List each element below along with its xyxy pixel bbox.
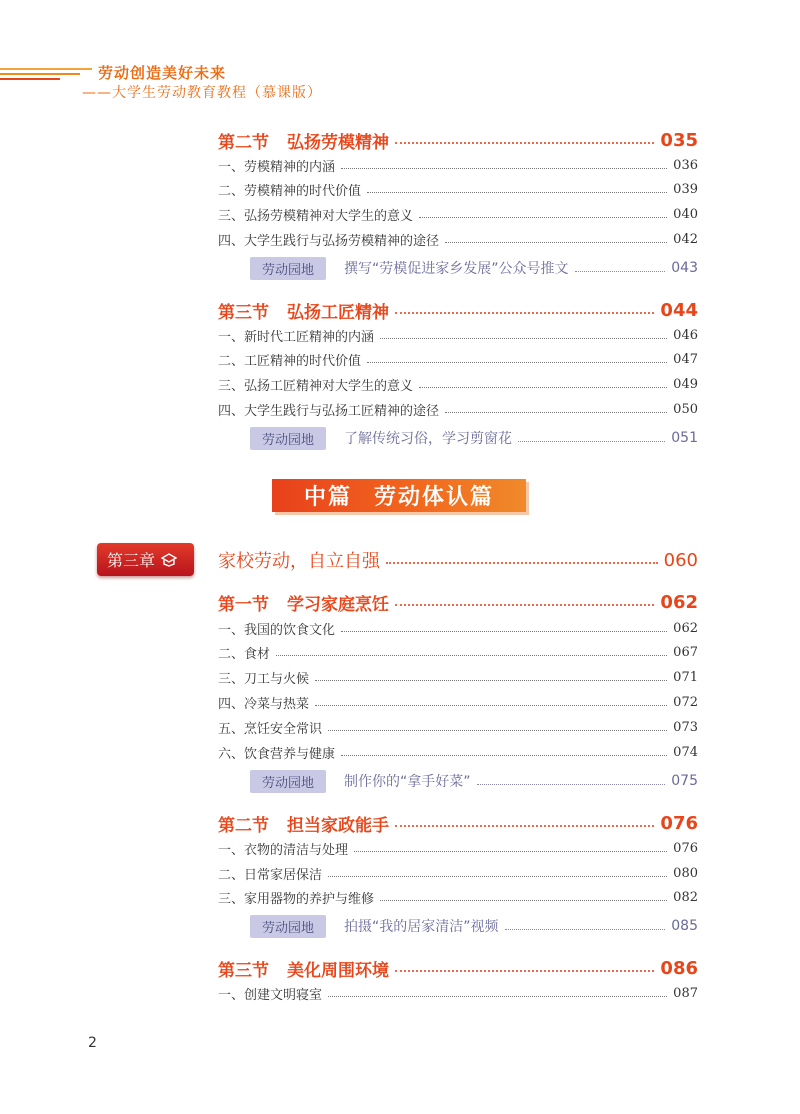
activity-page: 043	[671, 260, 698, 276]
toc-activity-row[interactable]	[250, 769, 698, 793]
activity-badge: 劳动园地	[250, 915, 326, 938]
item-label: 二、工匠精神的时代价值	[218, 353, 362, 369]
leader-dots	[380, 900, 667, 901]
leader-dots	[328, 876, 667, 877]
leader-dots	[328, 730, 667, 731]
leader-dots	[395, 312, 654, 314]
chapter-badge	[97, 543, 194, 576]
toc-item-row[interactable]	[218, 324, 698, 346]
section-title: 弘扬工匠精神	[287, 302, 389, 323]
item-page: 072	[673, 694, 698, 710]
item-page: 046	[673, 327, 698, 343]
leader-dots	[419, 387, 667, 388]
item-label: 一、创建文明寝室	[218, 987, 323, 1003]
item-page: 082	[673, 889, 698, 905]
item-page: 073	[673, 719, 698, 735]
leader-dots	[505, 929, 666, 930]
item-page: 087	[673, 985, 698, 1001]
item-label: 四、冷菜与热菜	[218, 696, 310, 712]
leader-dots	[276, 655, 667, 656]
item-label: 三、家用器物的养护与维修	[218, 891, 375, 907]
toc-item-row[interactable]	[218, 837, 698, 859]
book-subtitle: ——大学生劳动教育教程（慕课版）	[82, 85, 322, 101]
book-title: 劳动创造美好未来	[98, 64, 227, 82]
item-label: 一、衣物的清洁与处理	[218, 842, 349, 858]
item-label: 一、新时代工匠精神的内涵	[218, 329, 375, 345]
item-label: 五、烹饪安全常识	[218, 721, 323, 737]
leader-dots	[315, 680, 667, 681]
toc-item-row[interactable]	[218, 691, 698, 713]
activity-badge: 劳动园地	[250, 427, 326, 450]
item-page: 040	[673, 206, 698, 222]
toc-activity-row[interactable]	[250, 426, 698, 450]
toc-section-row[interactable]	[218, 955, 698, 981]
leader-dots	[419, 217, 667, 218]
item-page: 047	[673, 351, 698, 367]
toc-item-row[interactable]	[218, 203, 698, 225]
section-title: 美化周围环境	[287, 960, 389, 981]
toc-item-row[interactable]	[218, 398, 698, 420]
section-title: 担当家政能手	[287, 815, 389, 836]
item-page: 049	[673, 376, 698, 392]
toc-item-row[interactable]	[218, 228, 698, 250]
leader-dots	[341, 755, 667, 756]
toc-chapter-row[interactable]	[218, 546, 698, 574]
activity-title: 撰写“劳模促进家乡发展”公众号推文	[344, 261, 569, 277]
leader-dots	[341, 631, 667, 632]
item-page: 042	[673, 231, 698, 247]
leader-dots	[354, 851, 667, 852]
section-number: 第一节	[218, 594, 269, 615]
toc-item-row[interactable]	[218, 982, 698, 1004]
section-number: 第三节	[218, 302, 269, 323]
item-page: 067	[673, 644, 698, 660]
activity-badge: 劳动园地	[250, 770, 326, 793]
activity-title: 制作你的“拿手好菜”	[344, 774, 471, 790]
activity-page: 051	[671, 430, 698, 446]
item-label: 三、刀工与火候	[218, 671, 310, 687]
leader-dots	[518, 441, 665, 442]
book-icon	[161, 553, 177, 567]
chapter-page: 060	[663, 549, 698, 571]
toc-item-row[interactable]	[218, 348, 698, 370]
leader-dots	[395, 970, 654, 972]
activity-title: 了解传统习俗，学习剪窗花	[344, 431, 513, 447]
leader-dots	[386, 562, 658, 564]
toc-item-row[interactable]	[218, 666, 698, 688]
item-label: 四、大学生践行与弘扬劳模精神的途径	[218, 233, 440, 249]
leader-dots	[380, 338, 667, 339]
item-page: 050	[673, 401, 698, 417]
item-label: 四、大学生践行与弘扬工匠精神的途径	[218, 403, 440, 419]
item-page: 062	[673, 620, 698, 636]
leader-dots	[575, 271, 666, 272]
item-label: 二、劳模精神的时代价值	[218, 183, 362, 199]
leader-dots	[445, 242, 667, 243]
item-page: 036	[673, 157, 698, 173]
leader-dots	[328, 996, 667, 997]
toc-item-row[interactable]	[218, 154, 698, 176]
toc-item-row[interactable]	[218, 862, 698, 884]
section-number: 第二节	[218, 132, 269, 153]
item-label: 二、食材	[218, 646, 271, 662]
item-page: 080	[673, 865, 698, 881]
section-number: 第二节	[218, 815, 269, 836]
activity-page: 085	[671, 918, 698, 934]
toc-item-row[interactable]	[218, 716, 698, 738]
section-page: 062	[660, 591, 698, 613]
item-page: 076	[673, 840, 698, 856]
toc-item-row[interactable]	[218, 886, 698, 908]
leader-dots	[395, 825, 654, 827]
item-label: 一、我国的饮食文化	[218, 622, 336, 638]
item-label: 六、饮食营养与健康	[218, 746, 336, 762]
toc-item-row[interactable]	[218, 178, 698, 200]
toc-item-row[interactable]	[218, 641, 698, 663]
chapter-title: 家校劳动，自立自强	[218, 551, 380, 572]
item-page: 074	[673, 744, 698, 760]
toc-section-row[interactable]	[218, 127, 698, 153]
part-title: 劳动体认篇	[374, 484, 495, 510]
section-number: 第三节	[218, 960, 269, 981]
leader-dots	[341, 168, 667, 169]
leader-dots	[367, 362, 667, 363]
item-page: 071	[673, 669, 698, 685]
leader-dots	[477, 784, 666, 785]
activity-page: 075	[671, 773, 698, 789]
item-label: 三、弘扬劳模精神对大学生的意义	[218, 208, 414, 224]
activity-badge: 劳动园地	[250, 257, 326, 280]
leader-dots	[367, 192, 667, 193]
item-label: 一、劳模精神的内涵	[218, 159, 336, 175]
toc-item-row[interactable]	[218, 741, 698, 763]
leader-dots	[315, 705, 667, 706]
toc-section-row[interactable]	[218, 810, 698, 836]
page-number: 2	[88, 1035, 97, 1051]
toc-item-row[interactable]	[218, 617, 698, 639]
section-page: 086	[660, 957, 698, 979]
leader-dots	[445, 412, 667, 413]
toc-activity-row[interactable]	[250, 256, 698, 280]
chapter-badge-label: 第三章	[107, 551, 156, 570]
section-page: 044	[660, 299, 698, 321]
item-label: 三、弘扬工匠精神对大学生的意义	[218, 378, 414, 394]
item-label: 二、日常家居保洁	[218, 867, 323, 883]
leader-dots	[395, 142, 654, 144]
section-title: 学习家庭烹饪	[287, 594, 389, 615]
toc-activity-row[interactable]	[250, 914, 698, 938]
part-banner	[272, 479, 526, 512]
toc-section-row[interactable]	[218, 589, 698, 615]
section-page: 076	[660, 812, 698, 834]
part-label: 中篇	[303, 484, 352, 510]
toc-section-row[interactable]	[218, 297, 698, 323]
item-page: 039	[673, 181, 698, 197]
section-page: 035	[660, 129, 698, 151]
toc-item-row[interactable]	[218, 373, 698, 395]
activity-title: 拍摄“我的居家清洁”视频	[344, 919, 499, 935]
section-title: 弘扬劳模精神	[287, 132, 389, 153]
leader-dots	[395, 604, 654, 606]
header-decoration-lines	[0, 66, 92, 82]
